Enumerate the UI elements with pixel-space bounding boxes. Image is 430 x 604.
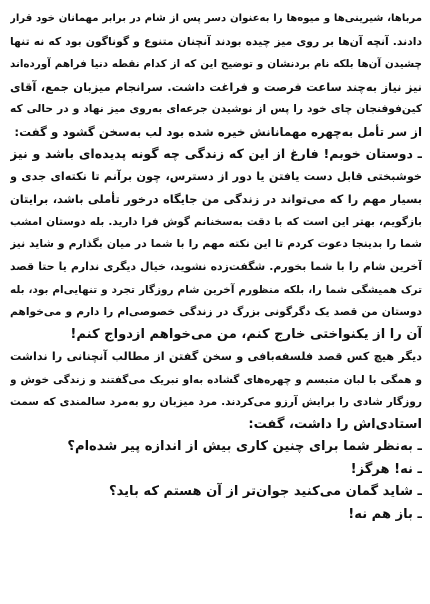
- text-line-2: دادند. آنچه آن‌ها بر روی میز چیده بودند آنچنان متنوع و گوناگون بود که نه تنها: [10, 34, 422, 48]
- text-line-17: و همگی با لبان متبسم و چهره‌های گشاده به‌او تبریک می‌گفتند و زندگی خوش و: [10, 373, 422, 386]
- text-line-9: بسیار مهم را که می‌تواند در زندگی من جایگاه درخور تأملی باشد، برایتان: [10, 192, 422, 207]
- text-line-4: نیز نیاز به‌چند ساعت فرصت و فراغت داشت. سرانجام میزبان جمع، آقای: [10, 79, 422, 94]
- text-line-6: از سر تأمل به‌چهره مهمانانش خیره شده بود لب به‌سخن گشود و گفت:: [14, 124, 422, 139]
- text-line-7: ـ دوستان خوبم! فارغ از این که زندگی چه گونه پدیده‌ای باشد و نیز: [10, 146, 422, 162]
- text-line-12: آخرین شام را با شما بخورم. شگفت‌زده نشوید، خیال دیگری ندارم یا حتا قصد: [10, 260, 422, 274]
- text-line-13: ترک همیشگی شما را، بلکه منظورم آخرین شام روزگار تجرد و تنهایی‌ام بود، بله: [10, 283, 422, 296]
- document-page: [10, 8, 422, 598]
- text-line-20: ـ به‌نظر شما برای چنین کاری بیش از اندازه پیر شده‌ام؟: [67, 439, 422, 455]
- text-line-21: ـ نه! هرگز!: [350, 461, 422, 477]
- text-line-3: چشیدن آن‌ها بلکه نام بردنشان و توضیح این که از کدام نقطه دنیا فراهم آورده‌اند: [10, 58, 422, 71]
- text-line-22: ـ شاید گمان می‌کنید جوان‌تر از آن هستم که باید؟: [108, 484, 422, 500]
- text-line-5: کین‌فوفنجان چای خود را پس از نوشیدن جرعه‌ای به‌روی میز نهاد و در حالی که: [10, 102, 422, 116]
- text-line-18: روزگار شادی را برایش آرزو می‌کردند. مرد میزبان رو به‌مرد سالمندی که سمت: [10, 395, 422, 409]
- text-line-19: استادی‌اش را داشت، گفت:: [248, 416, 422, 432]
- text-line-10: بازگویم، بهتر این است که با دقت به‌سخنانم گوش فرا دارید. بله دوستان امشب: [10, 215, 422, 228]
- text-line-16: دیگر هیچ کس قصد فلسفه‌بافی و سخن گفتن از مطالب آنچنانی را نداشت: [10, 350, 422, 364]
- text-line-14: دوستان من قصد یک دگرگونی بزرگ در زندگی خصوصی‌ام را دارم و می‌خواهم: [10, 305, 422, 319]
- text-line-11: شما را بدینجا دعوت کردم تا این نکته مهم را با شما در میان بگذارم و شاید نیز: [10, 237, 422, 251]
- text-line-15: آن را از یکنواختی خارج کنم، من می‌خواهم ازدواج کنم!: [70, 326, 422, 342]
- text-line-8: خوشبختی قابل دست یافتن یا دور از دسترس، چون برآنم تا نکته‌ای جدی و: [10, 169, 422, 183]
- text-line-1: مرباها، شیرینی‌ها و میوه‌ها را به‌عنوان دسر پس از شام در برابر مهمانان خود قرار: [10, 13, 422, 24]
- text-line-23: ـ باز هم نه!: [348, 507, 422, 523]
